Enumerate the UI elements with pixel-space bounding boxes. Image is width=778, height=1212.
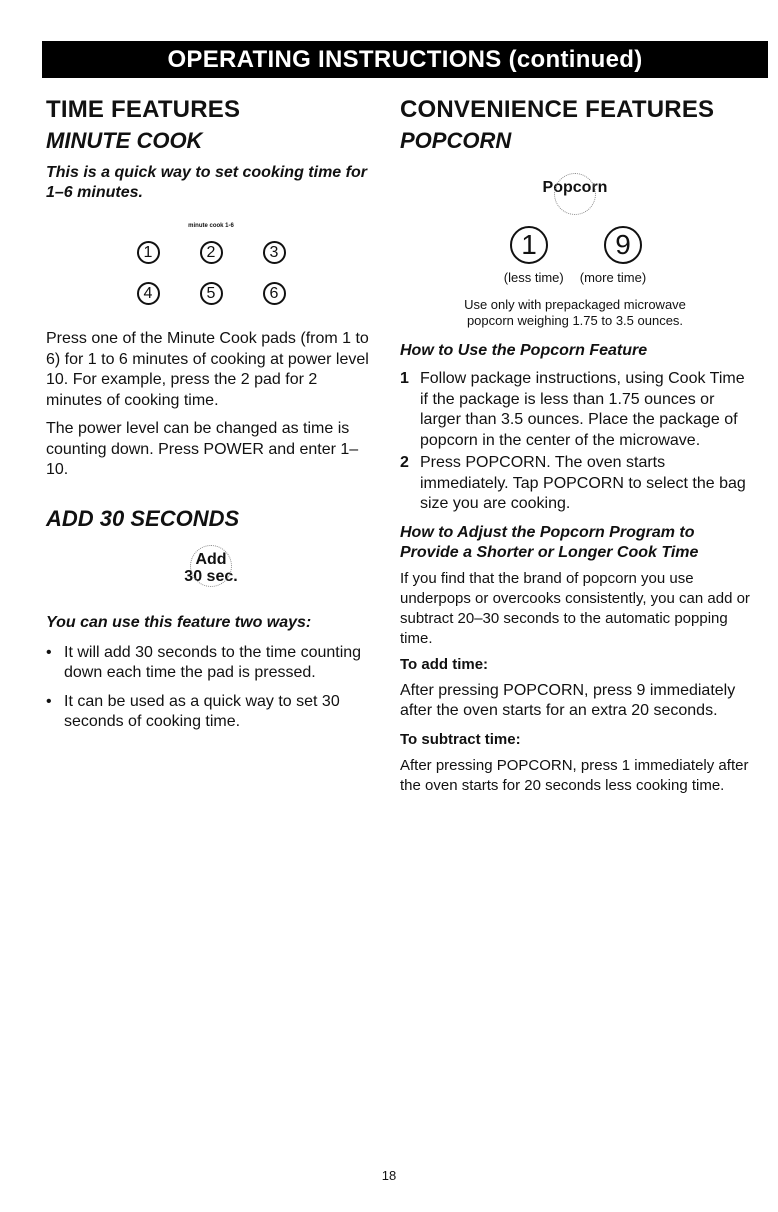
minute-cook-paragraph-2: The power level can be changed as time is counting down. Press POWER and enter 1–10. (46, 420, 359, 478)
popcorn-button[interactable] (400, 179, 750, 196)
add-30-sec-label-2: 30 sec. (184, 567, 238, 585)
popcorn-pad-1[interactable]: 1 (510, 226, 548, 264)
minute-cook-pad-4[interactable]: 4 (137, 282, 160, 305)
page-number: 18 (381, 1168, 397, 1183)
subtract-time-title: To subtract time: (400, 730, 521, 748)
popcorn-how-title: How to Use the Popcorn Feature (400, 342, 648, 359)
list-item: • It will add 30 seconds to the time counting down each time the pad is pressed. (46, 643, 362, 681)
add-time-title: To add time: (400, 655, 489, 673)
minute-cook-pad-5[interactable]: 5 (200, 282, 223, 305)
minute-cook-pad-1[interactable]: 1 (137, 241, 160, 264)
time-features-column (46, 95, 376, 733)
popcorn-button-label: Popcorn (542, 179, 608, 196)
time-features-heading: TIME FEATURES (46, 96, 241, 123)
minute-cook-pad-2[interactable]: 2 (200, 241, 223, 264)
popcorn-title: POPCORN (400, 128, 512, 153)
add-30-sec-label-1: Add (195, 550, 227, 568)
popcorn-pads (400, 226, 750, 264)
minute-cook-title: MINUTE COOK (46, 128, 203, 153)
popcorn-adjust-title: How to Adjust the Popcorn Program to Provide a Shorter or Longer Cook Time (400, 523, 699, 561)
add-30-seconds-title: ADD 30 SECONDS (46, 505, 240, 531)
add-30-lead: You can use this feature two ways: (46, 613, 312, 631)
popcorn-steps (400, 369, 750, 515)
popcorn-note: Use only with prepackaged microwave popcorn weighing 1.75 to 3.5 ounces. (464, 297, 686, 328)
button-outline (190, 545, 232, 587)
convenience-features-column (400, 95, 750, 796)
subtract-time-text: After pressing POPCORN, press 1 immediately after the oven starts for 20 seconds less cooking time. (400, 756, 749, 794)
add-30-bullets (46, 643, 376, 733)
add-time-text: After pressing POPCORN, press 9 immediately after the oven starts for an extra 20 seconds. (400, 681, 736, 719)
minute-cook-pads-row-1 (46, 241, 376, 264)
page-banner: OPERATING INSTRUCTIONS (continued) (42, 41, 768, 78)
minute-cook-pads-row-2 (46, 282, 376, 305)
list-item: 1 Follow package instructions, using Cook Time if the package is less than 1.75 ounces or larger than 3.5 ounces. Place the package of popcorn in the center of the microwave. (400, 370, 745, 449)
list-item: 2 Press POPCORN. The oven starts immediately. Tap POPCORN to select the bag size you are cooking. (400, 454, 746, 512)
button-outline (554, 173, 596, 215)
more-time-label: (more time) (579, 270, 647, 285)
minute-cook-pad-6[interactable]: 6 (263, 282, 286, 305)
minute-cook-pad-3[interactable]: 3 (263, 241, 286, 264)
convenience-features-heading: CONVENIENCE FEATURES (400, 96, 715, 123)
add-30-sec-button[interactable] (46, 551, 376, 585)
popcorn-pad-labels (400, 270, 750, 285)
popcorn-adjust-text: If you find that the brand of popcorn you use underpops or overcooks consistently, you can add or subtract 20–30 seconds to the automatic popping time. (400, 569, 750, 647)
less-time-label: (less time) (503, 270, 564, 285)
minute-cook-paragraph-1: Press one of the Minute Cook pads (from 1 to 6) for 1 to 6 minutes of cooking at power level 10. For example, press the 2 pad for 2 minutes of cooking time. (46, 330, 369, 409)
minute-cook-lead: This is a quick way to set cooking time for 1–6 minutes. (46, 164, 367, 201)
list-item: • It can be used as a quick way to set 30 seconds of cooking time. (46, 692, 340, 730)
minute-cook-pads-label: minute cook 1-6 (188, 223, 234, 229)
popcorn-pad-9[interactable]: 9 (604, 226, 642, 264)
